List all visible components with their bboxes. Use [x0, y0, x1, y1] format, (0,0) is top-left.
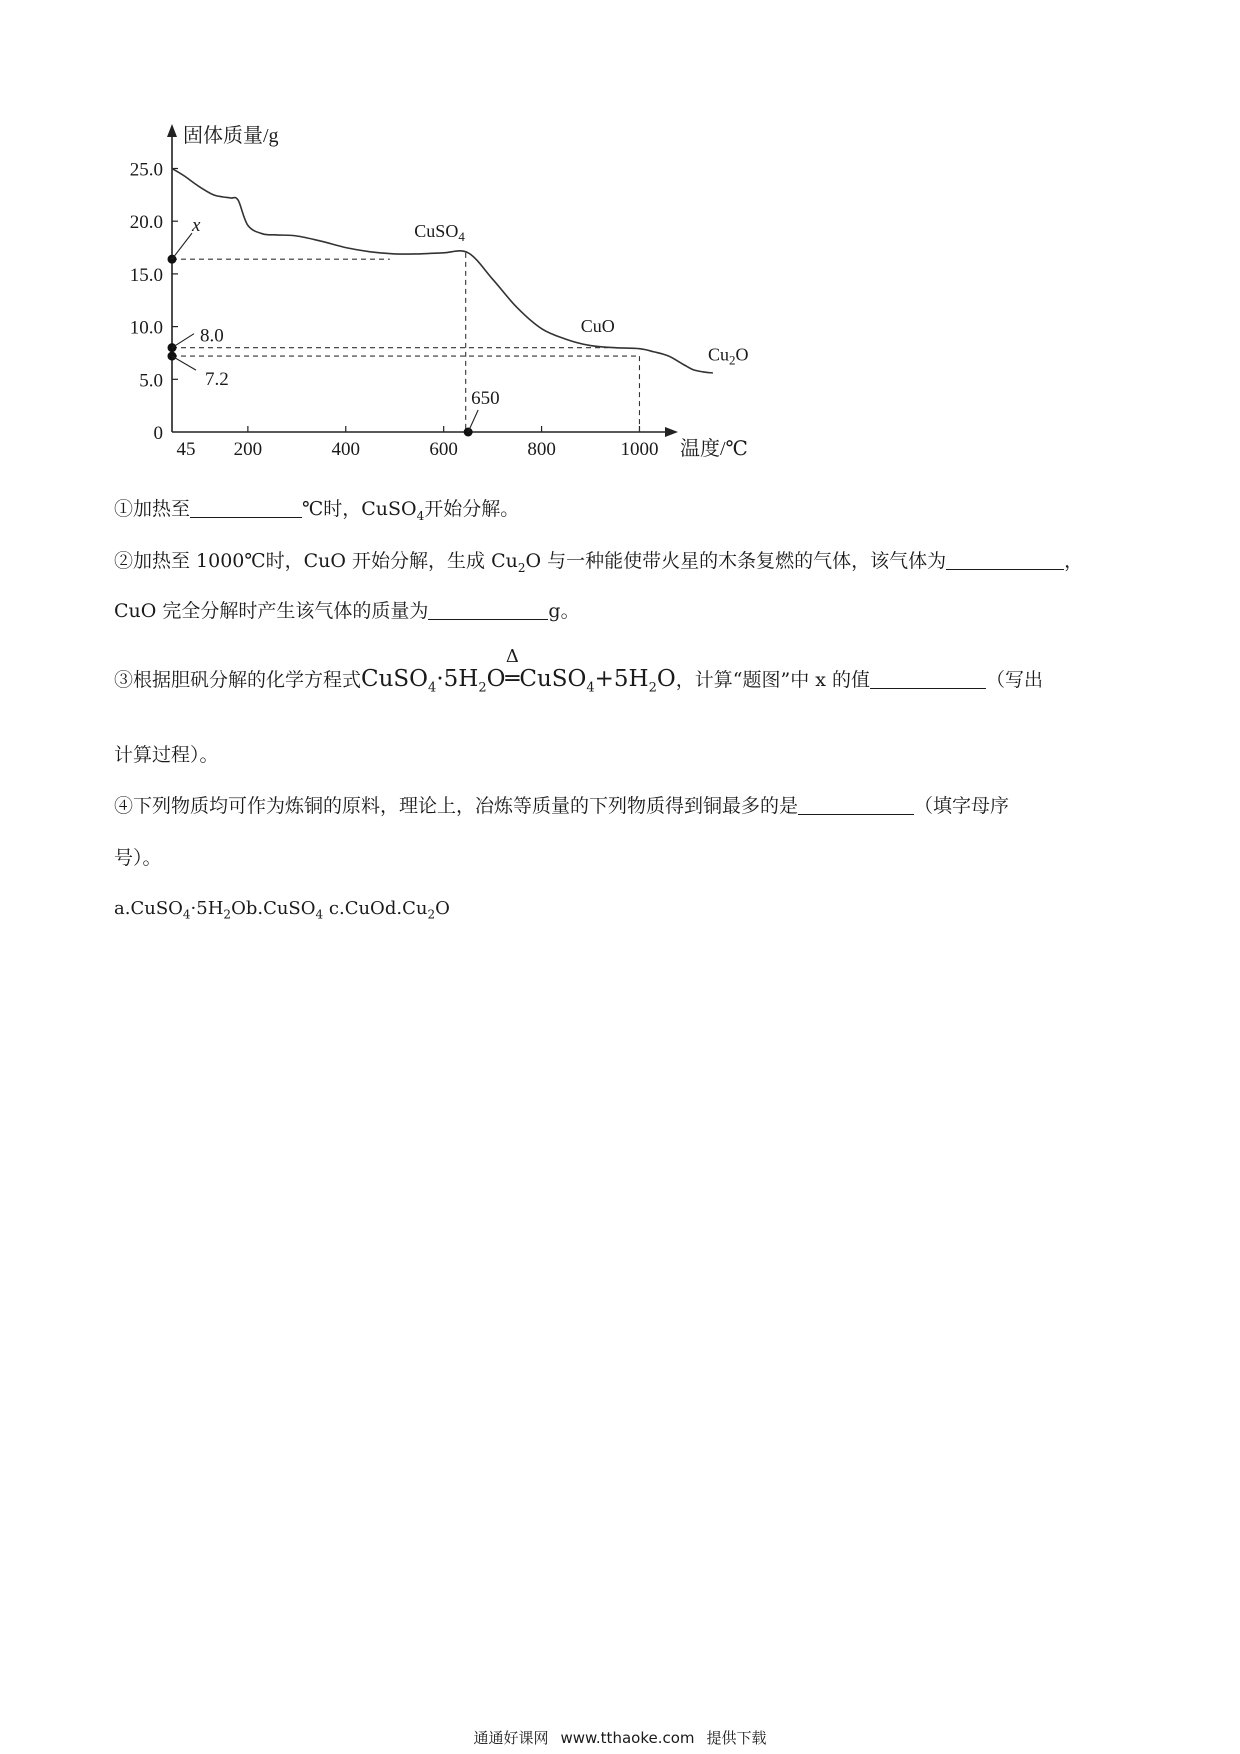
- x-tick-label: 800: [527, 439, 556, 460]
- answer-blank[interactable]: [870, 668, 986, 689]
- question-3: ③根据胆矾分解的化学方程式$CuSO_4\cdot 5H_2O$ Δ $═CuSO_4+5H_2O$，计算“题图”中 x 的值 （写出: [114, 646, 1044, 696]
- question-4-line-2: 号）。: [114, 847, 162, 869]
- guide-lines: [172, 253, 639, 432]
- answer-blank[interactable]: [798, 794, 914, 815]
- question-3-line-2: 计算过程）。: [114, 744, 219, 766]
- point-label: x: [192, 215, 201, 237]
- compound-label: CuSO$_4$: [414, 221, 465, 245]
- y-tick-label: 15.0: [129, 264, 163, 286]
- point-leader-line: [172, 334, 194, 348]
- x-tick-label: 1000: [620, 439, 659, 460]
- y-tick-label: 0: [153, 423, 163, 444]
- compound-label: CuO: [580, 315, 615, 336]
- footer-link[interactable]: www.tthaoke.com: [560, 1729, 695, 1747]
- answer-blank[interactable]: [428, 599, 548, 620]
- y-tick-label: 25.0: [129, 159, 163, 181]
- y-tick-label: 20.0: [129, 212, 163, 234]
- y-axis-arrow: [167, 124, 177, 137]
- heat-equals-sign: Δ ═: [505, 646, 520, 692]
- question-1: ①加热至 ℃时，CuSO$_4$开始分解。: [114, 498, 520, 523]
- answer-options: $a.CuSO_4\cdot 5H_2Ob.CuSO_4$ $c.CuOd.Cu_2O$: [114, 898, 450, 922]
- y-tick-label: 5.0: [139, 370, 163, 392]
- x-tick-label: 400: [331, 439, 361, 460]
- curve-annotations: [414, 221, 748, 367]
- compound-subscript: 2: [729, 352, 736, 368]
- page-footer: 通通好课网 www.tthaoke.com 提供下载: [473, 1729, 767, 1747]
- question-2: ②加热至 1000℃时，CuO 开始分解，生成 $Cu_2O$ 与一种能使带火星的木条复燃的气体，该气体为 ，: [114, 550, 1084, 575]
- question-2-line-2: CuO 完全分解时产生该气体的质量为 g。: [114, 600, 580, 622]
- x-tick-label: 45: [176, 439, 196, 460]
- y-tick-label: 10.0: [129, 317, 163, 339]
- decomposition-graph: [0, 0, 1240, 480]
- point-leader-line: [172, 356, 196, 370]
- point-leader-line: [468, 410, 478, 432]
- question-4: ④下列物质均可作为炼铜的原料，理论上，冶炼等质量的下列物质得到铜最多的是 （填字母序: [114, 795, 1010, 817]
- point-label: 650: [471, 388, 500, 409]
- x-tick-label: 200: [233, 439, 263, 460]
- tick-labels: [130, 160, 659, 461]
- marked-points: [168, 215, 500, 436]
- compound-subscript: 4: [458, 229, 465, 245]
- answer-blank[interactable]: [946, 549, 1064, 570]
- axes: [167, 124, 678, 437]
- mass-curve: [172, 169, 713, 374]
- point-label: 7.2: [205, 369, 229, 391]
- point-leader-line: [172, 233, 192, 259]
- x-tick-label: 600: [429, 439, 458, 460]
- x-axis-arrow: [665, 427, 678, 437]
- compound-tail: O: [735, 344, 749, 365]
- x-axis-label: 温度/℃: [680, 438, 748, 460]
- y-axis-label: 固体质量/g: [183, 125, 279, 147]
- point-label: 8.0: [200, 325, 224, 347]
- chemical-equation: $CuSO_4\cdot 5H_2O$ Δ $═CuSO_4+5H_2O$: [361, 646, 676, 696]
- compound-label: $Cu_2O$: [708, 344, 749, 368]
- answer-blank[interactable]: [190, 497, 302, 518]
